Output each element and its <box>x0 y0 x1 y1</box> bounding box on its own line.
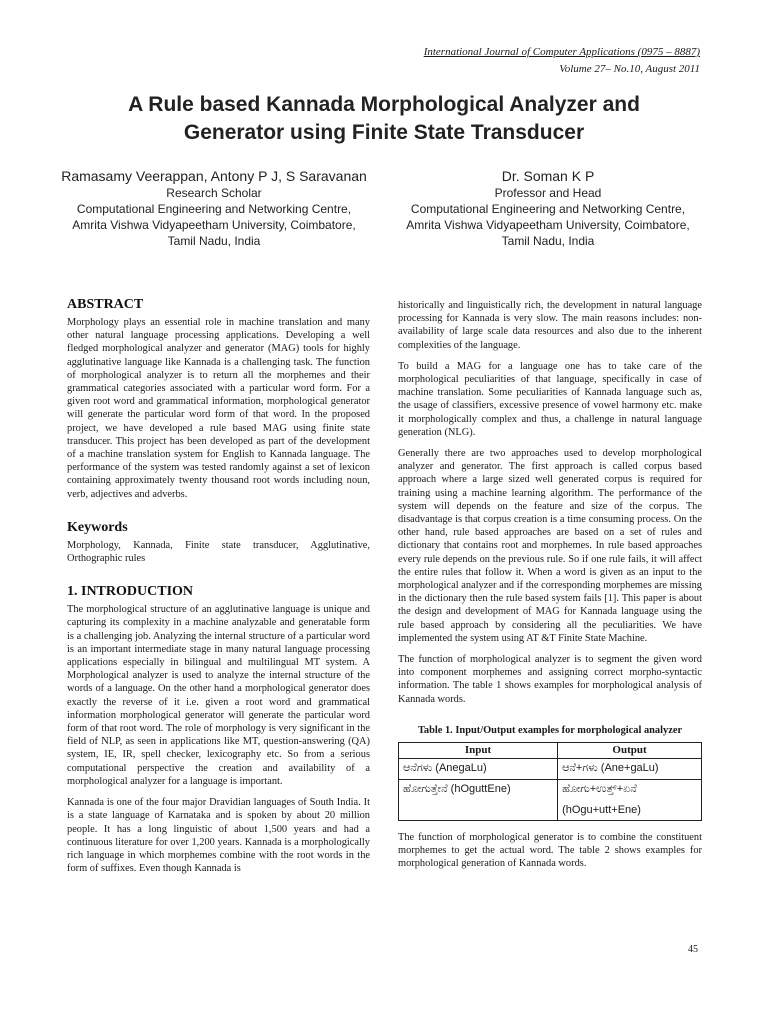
output-transliteration: (hOgu+utt+Ene) <box>562 803 641 816</box>
author-dept: Computational Engineering and Networking Centre, <box>76 202 352 216</box>
author-block-left <box>60 167 368 249</box>
author-names: Ramasamy Veerappan, Antony P J, S Saravanan <box>61 168 367 184</box>
table-row <box>399 779 702 820</box>
input-cell: ಆನೆಗಳು (AnegaLu) <box>399 759 558 779</box>
journal-header <box>424 44 700 78</box>
author-place: Tamil Nadu, India <box>501 234 595 248</box>
right-column <box>398 299 702 879</box>
author-role: Research Scholar <box>166 186 262 200</box>
body-paragraph-3: Generally there are two approaches used to develop morphological analyzer and generator. The first approach is called corpus based approach where a large sized well generated corpus is required for training using a machine learning algorithm. The performance of the system will depends on the feature and size of the corpus. The disadvantage is that corpus creation is a time consuming process. On the other hand, rule based approaches are based on a set of rules and dictionary that contains root and morphemes. In rule based approaches every rule depends on the previous rule. So if one rule fails, it will affect the entire rules that follow it. When a word is given as an input to the morphological analyzer and if the corresponding morphemes are missing in the dictionary then the rule based system fails [1]. This paper is about the design and development of MAG for Kannada language using the rule based approach by considering all the peculiarities. We have implemented the system using AT &T Finite State Machine. <box>398 448 702 644</box>
output-kannada: ಹೋಗು+ಉತ್ತ್+ಏನೆ <box>562 782 637 795</box>
body-paragraph-1: historically and linguistically rich, the development in natural language processing for Kannada is very slow. The main reasons includes: non-availability of large scale data resources and also due to the inherent complexities of the language. <box>398 300 702 351</box>
column-header-output: Output <box>558 743 702 759</box>
table-1 <box>398 742 702 821</box>
journal-name: International Journal of Computer Applications (0975 – 8887) <box>423 46 700 58</box>
page-number: 45 <box>688 944 698 955</box>
introduction-paragraph-1: The morphological structure of an agglutinative language is unique and capturing its complexity in a machine analyzable and generatable form is a challenging job. Analyzing the internal structure of a particular word is an important intermediate stage in many natural language processing applications especially in bilingual and multilingual MT system. A Morphological analyzer is used to analyze the internal structure of the words of a language. On the other hand a morphological generator does exactly the reverse of it i.e. given a root word and grammatical information morphological generator will generate the particular word form of that root word. The role of morphology is very significant in the field of NLP, as seen in applications like MT, question-answering (QA) system, IE, IR, spell checker, lexicography etc. So from a serious computational perspective the creation and availability of a morphological analyzer for a language is important. <box>67 604 370 787</box>
author-block-right <box>392 167 704 249</box>
author-place: Tamil Nadu, India <box>167 234 261 248</box>
table-1-caption: Table 1. Input/Output examples for morphological analyzer <box>417 724 683 736</box>
input-cell: ಹೋಗುತ್ತೇನೆ (hOguttEne) <box>399 779 558 820</box>
body-paragraph-2: To build a MAG for a language one has to take care of the morphological peculiarities of that language, specifically in case of machine translation. Some peculiarities of Kannada language such as, the usage of classifiers, excessive presence of vowel harmony etc. make it morphologically complex and thus, a challenge in natural language generation (NLG). <box>398 360 702 438</box>
author-role: Professor and Head <box>494 186 602 200</box>
author-university: Amrita Vishwa Vidyapeetham University, Coimbatore, <box>72 218 356 232</box>
body-paragraph-5: The function of morphological generator is to combine the constituent morphemes to get the actual word. The table 2 shows examples for morphological generation of Kannada words. <box>398 831 702 870</box>
introduction-paragraph-2: Kannada is one of the four major Dravidian languages of South India. It is a state language of Karnataka and is spoken by about 20 million people. It has a long linguistic of about 1,500 years and had a continuous literature for over 1,200 years. Kannada is a morphologically rich language in which morphemes combine with the root words in the form of suffixes. Even though Kannada is <box>67 797 370 875</box>
keywords-text: Morphology, Kannada, Finite state transducer, Agglutinative, Orthographic rules <box>67 539 370 565</box>
output-cell <box>558 779 702 820</box>
keywords-heading: Keywords <box>67 519 128 535</box>
title-line-1: A Rule based Kannada Morphological Analyzer and <box>128 93 640 116</box>
table-header-row <box>399 743 702 759</box>
author-names: Dr. Soman K P <box>501 168 595 184</box>
left-column <box>67 296 370 883</box>
paper-title <box>40 91 728 147</box>
abstract-heading: ABSTRACT <box>67 297 144 312</box>
table-row <box>399 759 702 779</box>
output-cell: ಆನೆ+ಗಳು (Ane+gaLu) <box>558 759 702 779</box>
abstract-text: Morphology plays an essential role in machine translation and many other natural language processing applications. Developing a well fledged morphological analyzer and generator (MAG) tools for highly agglutinative language like Kannada is a challenging task. The function of morphological analyzer is to return all the morphemes and their grammatical categories associated with a particular word form. For a given root word and grammatical information, morphological generator will generate the particular word form of that word. In the proposed project, we have developed a rule based MAG using finite state transducer. This project has been developed as part of the development of a machine translation system for English to Kannada language. The performance of the system was tested randomly against a set of lexicon containing approximately twenty thousand root words including noun, verb, adjectives and adverbs. <box>67 317 370 500</box>
journal-volume: Volume 27– No.10, August 2011 <box>559 63 700 75</box>
author-university: Amrita Vishwa Vidyapeetham University, Coimbatore, <box>406 218 690 232</box>
title-line-2: Generator using Finite State Transducer <box>183 121 585 144</box>
introduction-heading: 1. INTRODUCTION <box>67 584 194 600</box>
author-dept: Computational Engineering and Networking Centre, <box>410 202 686 216</box>
column-header-input: Input <box>399 743 558 759</box>
body-paragraph-4: The function of morphological analyzer is to segment the given word into component morphemes and assigning correct morpho-syntactic information. The table 1 shows examples for morphological analysis of Kannada words. <box>398 654 702 705</box>
